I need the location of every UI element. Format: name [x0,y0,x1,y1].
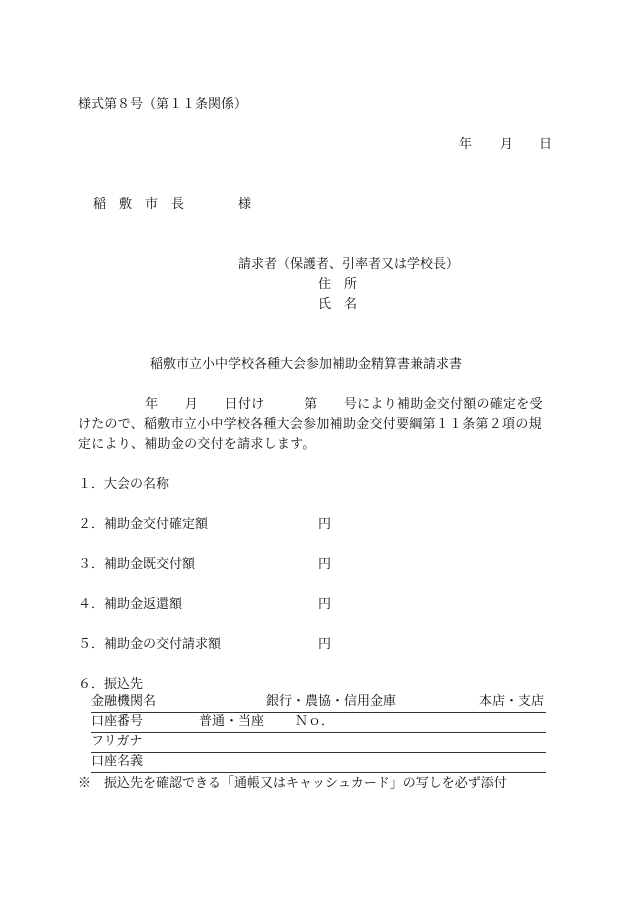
addressee-name: 稲 敷 市 長 [93,197,185,212]
account-type: 普通・当座 [199,714,265,729]
body-line-2: けたので、稲敷市立小中学校各種大会参加補助金交付要綱第１１条第２項の規 [78,417,542,432]
addressee-honorific: 様 [238,197,252,212]
furigana-row [91,734,546,753]
date-year: 年 [459,137,473,152]
item-confirmed-amount-unit: 円 [318,517,332,532]
account-holder-label: 口座名義 [91,754,144,769]
attachment-note: ※ 振込先を確認できる「通帳又はキャッシュカード」の写しを必ず添付 [78,776,507,791]
item-request-amount: ５．補助金の交付請求額 [78,637,222,652]
furigana-label: フリガナ [91,734,143,749]
item-confirmed-amount: ２．補助金交付確定額 [78,517,209,532]
item-refund-amount-unit: 円 [318,597,332,612]
item-paid-amount: ３．補助金既交付額 [78,557,196,572]
bank-name-label: 金融機関名 [91,694,157,709]
item-paid-amount-unit: 円 [318,557,332,572]
bank-types: 銀行・農協・信用金庫 [266,694,397,709]
document-title: 稲敷市立小中学校各種大会参加補助金精算書兼請求書 [150,357,463,372]
account-number-row [91,714,546,733]
branch-types: 本店・支店 [479,694,545,709]
bank-name-row [91,694,546,713]
requester-label: 請求者（保護者、引率者又は学校長） [238,257,460,272]
requester-name: 氏 名 [318,297,358,312]
form-number: 様式第８号（第１１条関係） [78,97,248,112]
transfer-heading: ６．振込先 [78,677,144,692]
date-month: 月 [500,137,514,152]
date-day: 日 [539,137,553,152]
requester-address: 住 所 [318,277,358,292]
account-no: Ｎｏ． [295,714,335,729]
item-event-name: １．大会の名称 [78,477,170,492]
account-holder-row [91,754,546,773]
body-line-1: 年 月 日付け 第 号により補助金交付額の確定を受 [145,397,543,412]
account-number-label: 口座番号 [91,714,144,729]
item-refund-amount: ４．補助金返還額 [78,597,183,612]
item-request-amount-unit: 円 [318,637,332,652]
body-line-3: 定により、補助金の交付を請求します。 [78,437,316,452]
